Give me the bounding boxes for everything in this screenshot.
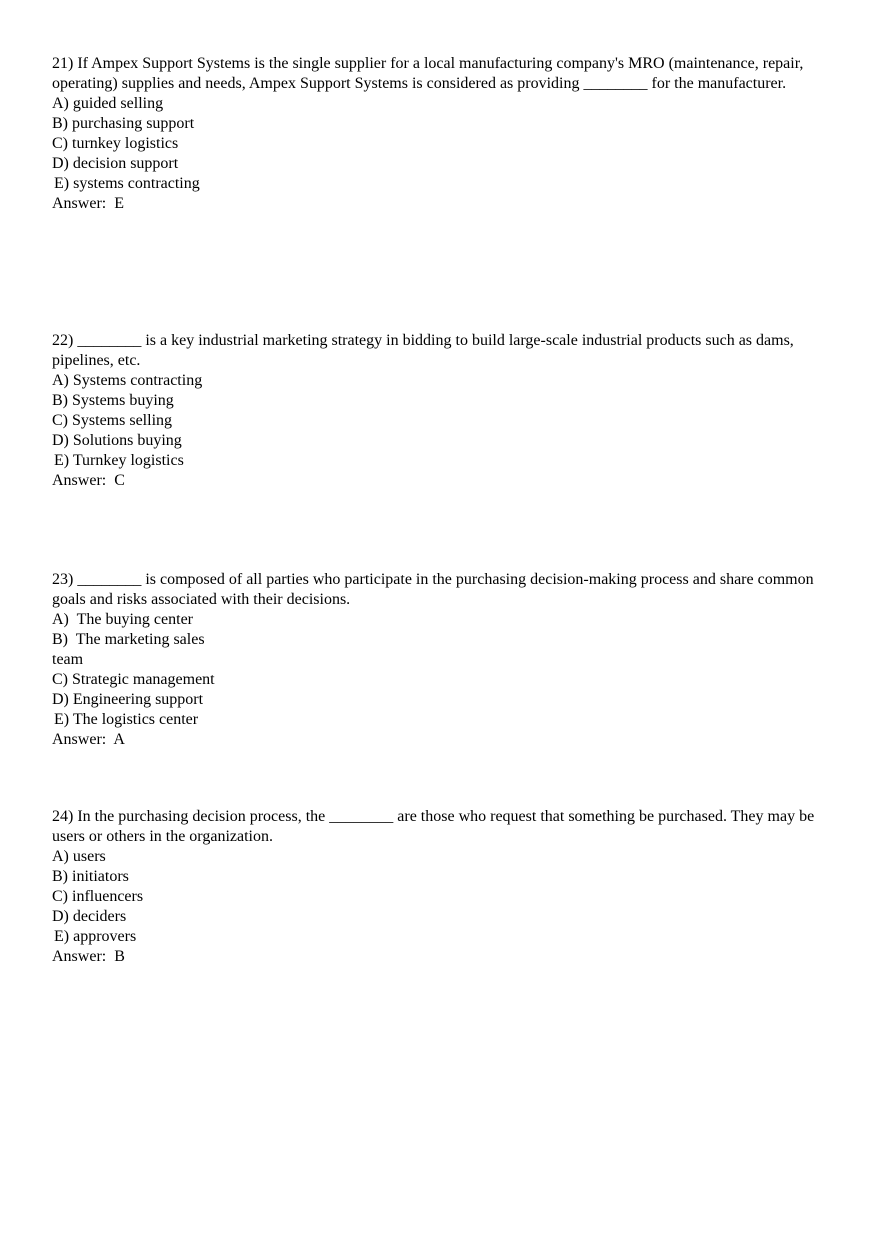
- option-a: A) users: [52, 848, 106, 865]
- option-e: E) approvers: [54, 928, 137, 945]
- option-d: D) Solutions buying: [52, 432, 182, 449]
- option-b: B) initiators: [52, 868, 129, 885]
- option-b: B) purchasing support: [52, 115, 195, 132]
- question-stem: 22) ________ is a key industrial marketing strategy in bidding to build large-scale industrial products such as dams, pipelines, etc.: [52, 332, 794, 369]
- question-stem: 21) If Ampex Support Systems is the single supplier for a local manufacturing company's MRO (maintenance, repair, operating) supplies and needs, Ampex Support Systems is considered as providing ________ for the manufacturer.: [52, 55, 804, 92]
- option-a: A) Systems contracting: [52, 372, 203, 389]
- answer-key: Answer: A: [52, 731, 125, 748]
- answer-key: Answer: C: [52, 472, 125, 489]
- option-e: E) systems contracting: [54, 175, 200, 192]
- answer-key: Answer: B: [52, 948, 125, 965]
- option-b: B) The marketing sales: [52, 631, 205, 648]
- option-d: D) Engineering support: [52, 691, 204, 708]
- option-b: B) Systems buying: [52, 392, 174, 409]
- answer-key: Answer: E: [52, 195, 124, 212]
- option-d: D) deciders: [52, 908, 127, 925]
- option-c: C) Systems selling: [52, 412, 173, 429]
- option-d: D) decision support: [52, 155, 179, 172]
- option-c: C) influencers: [52, 888, 144, 905]
- option-e: E) Turnkey logistics: [54, 452, 184, 469]
- option-c: C) Strategic management: [52, 671, 215, 688]
- question-22: [52, 331, 827, 491]
- option-a: A) The buying center: [52, 611, 193, 628]
- question-stem: 24) In the purchasing decision process, the ________ are those who request that something be purchased. They may be users or others in the organization.: [52, 808, 815, 845]
- question-stem: 23) ________ is composed of all parties who participate in the purchasing decision-making process and share common goals and risks associated with their decisions.: [52, 571, 814, 608]
- option-a: A) guided selling: [52, 95, 164, 112]
- option-b-continued: team: [52, 651, 84, 668]
- option-e: E) The logistics center: [54, 711, 199, 728]
- question-21: [52, 54, 827, 214]
- question-24: [52, 807, 827, 967]
- option-c: C) turnkey logistics: [52, 135, 179, 152]
- question-23: [52, 570, 827, 750]
